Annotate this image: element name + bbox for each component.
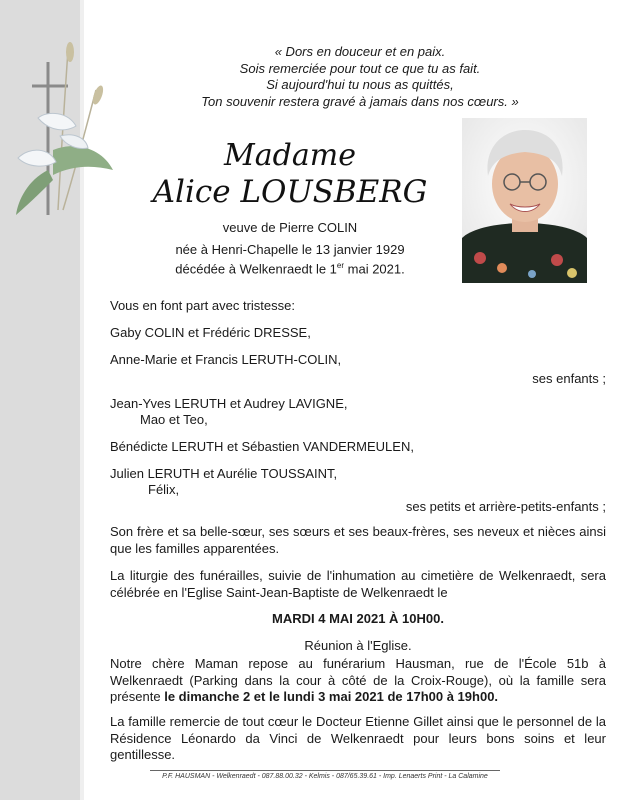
great-grandchild-line: Félix,: [148, 482, 180, 497]
birth-line: née à Henri-Chapelle le 13 janvier 1929: [175, 242, 405, 257]
grandchild-line: Julien LERUTH et Aurélie TOUSSAINT,: [110, 466, 338, 481]
rest-text: Notre chère Maman repose au funérarium Hausman, rue de l'École 51b à Welkenraedt (Parking dans la cour à côté de la Croix-Rouge), où la famille sera présente: [110, 656, 606, 704]
poem-line: Ton souvenir restera gravé à jamais dans nos cœurs. »: [201, 93, 519, 109]
poem: [140, 44, 580, 110]
great-grandchild-line: Mao et Teo,: [140, 412, 208, 427]
death-sup: er: [336, 261, 345, 270]
deceased-name: Alice LOUSBERG: [152, 174, 428, 210]
reunion: Réunion à l'Eglise.: [304, 638, 412, 653]
child-line: Anne-Marie et Francis LERUTH-COLIN,: [110, 352, 342, 367]
footer-divider: [150, 770, 500, 771]
death-text-end: mai 2021.: [344, 261, 405, 277]
children-label: ses enfants ;: [532, 371, 606, 386]
child-line: Gaby COLIN et Frédéric DRESSE,: [110, 325, 311, 340]
portrait-photo: [462, 118, 587, 283]
widow-of: veuve de Pierre COLIN: [222, 220, 358, 235]
dates: [140, 242, 440, 277]
siblings-paragraph: Son frère et sa belle-sœur, ses sœurs et ses beaux-frères, ses neveux et nièces ainsi que les familles apparentées.: [110, 524, 606, 556]
poem-line: Sois remerciée pour tout ce que tu as fait.: [239, 60, 481, 76]
poem-line: « Dors en douceur et en paix.: [274, 44, 446, 59]
honorific: Madame: [224, 138, 356, 173]
footer: P.F. HAUSMAN - Welkenraedt - 087.88.00.32 - Kelmis - 087/65.39.61 - Imp. Lenaerts Print - La Calamine: [162, 773, 488, 780]
thanks-paragraph: La famille remercie de tout cœur le Docteur Etienne Gillet ainsi que le personnel de la Résidence Léonardo da Vinci de Welkenraedt pour leurs bons soins et leur gentillesse.: [110, 714, 606, 762]
rest-paragraph: [110, 656, 606, 706]
death-line: [140, 258, 440, 277]
liturgy-paragraph: La liturgie des funérailles, suivie de l'inhumation au cimetière de Welkenraedt, sera célébrée en l'Eglise Saint-Jean-Baptiste de Welkenraedt le: [110, 568, 606, 600]
cross-lily-icon: [8, 40, 118, 215]
grandchild-line: Jean-Yves LERUTH et Audrey LAVIGNE,: [110, 396, 348, 411]
poem-line: Si aujourd'hui tu nous as quittés,: [266, 77, 454, 92]
ceremony-date: MARDI 4 MAI 2021 À 10H00.: [272, 611, 444, 626]
grandchildren-label: ses petits et arrière-petits-enfants ;: [405, 499, 606, 514]
death-text: décédée à Welkenraedt le 1: [175, 261, 337, 277]
rest-bold-text: le dimanche 2 et le lundi 3 mai 2021 de 17h00 à 19h00.: [164, 689, 499, 704]
grandchild-line: Bénédicte LERUTH et Sébastien VANDERMEULEN,: [110, 439, 414, 454]
intro: Vous en font part avec tristesse:: [110, 298, 295, 313]
